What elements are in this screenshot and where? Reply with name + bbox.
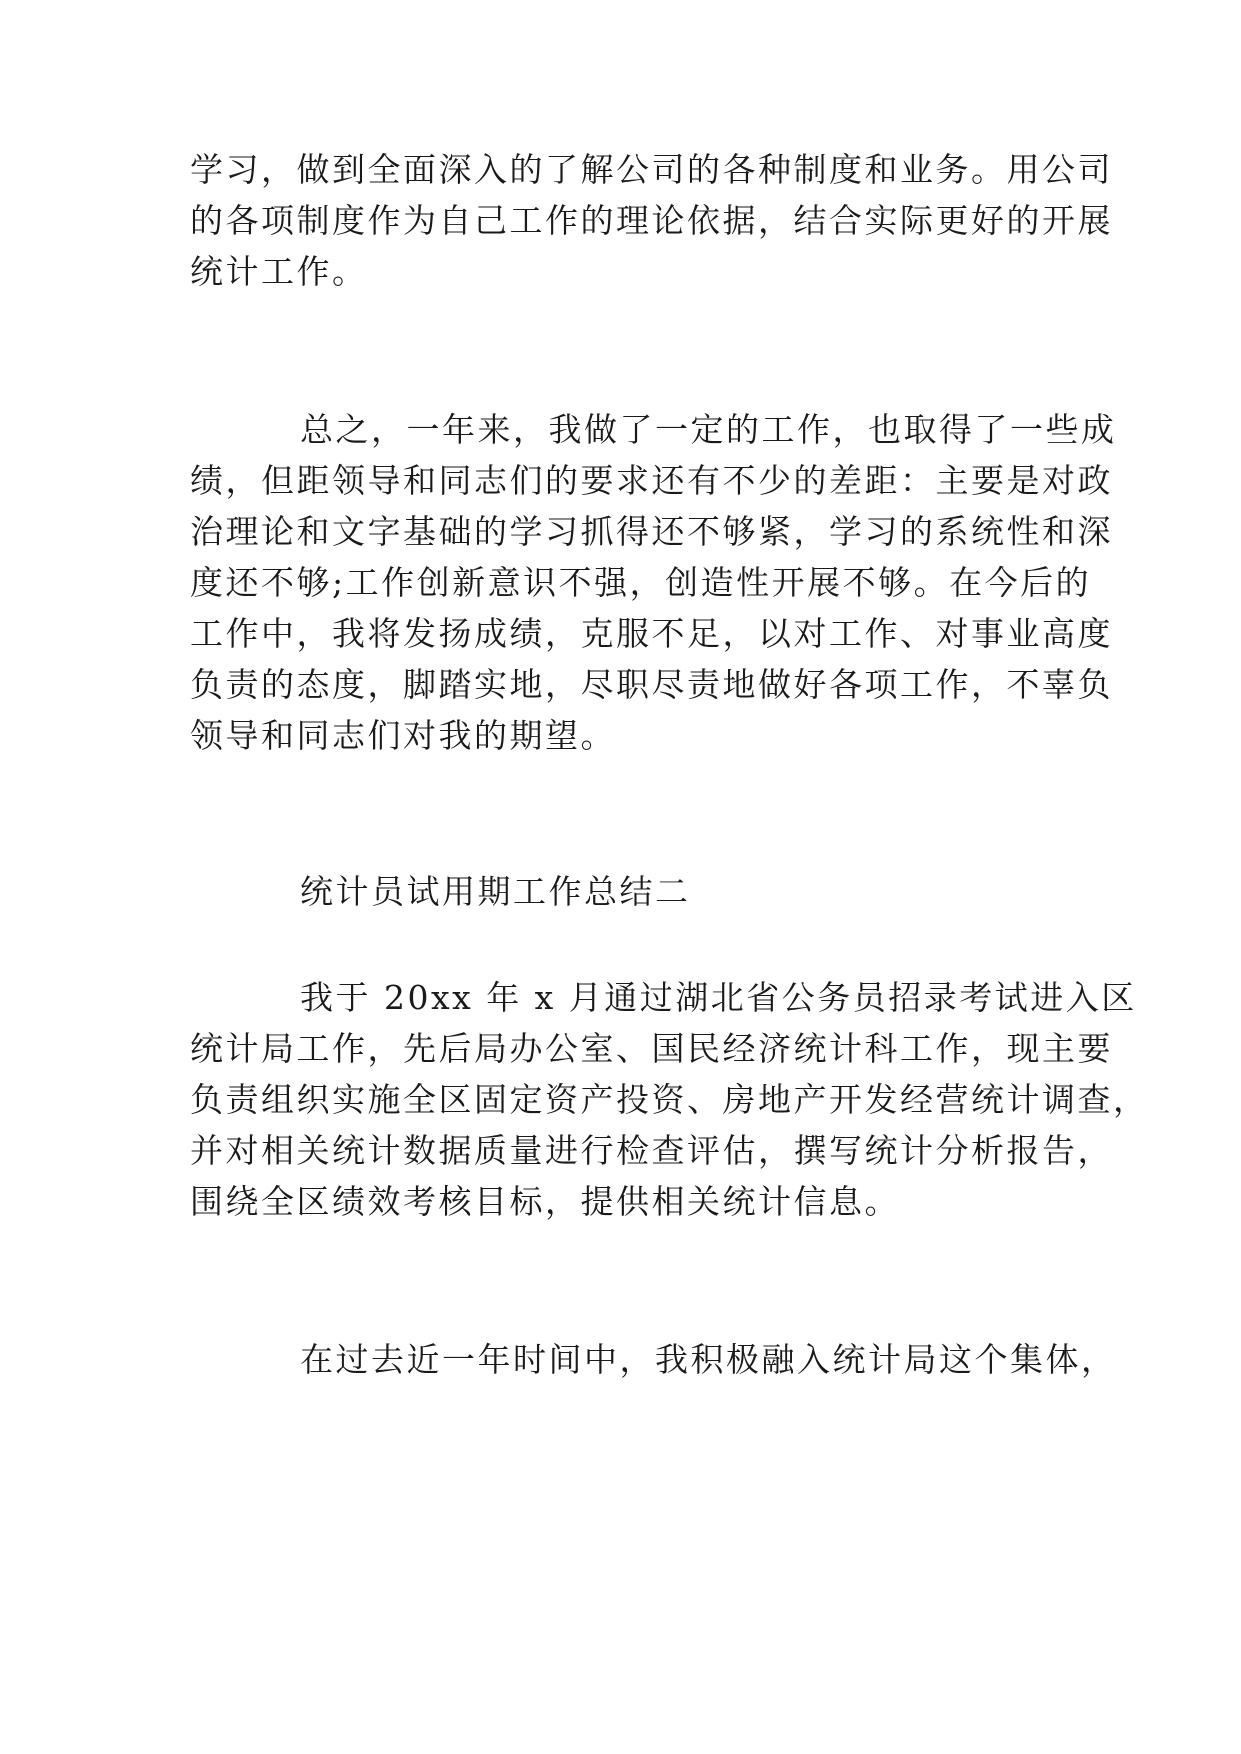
paragraph-2-line-5: 工作中，我将发扬成绩，克服不足，以对工作、对事业高度 [190,614,1113,653]
paragraph-2-line-6: 负责的态度，脚踏实地，尽职尽责地做好各项工作，不辜负 [190,665,1113,704]
paragraph-2-line-4: 度还不够;工作创新意识不强，创造性开展不够。在今后的 [190,563,1092,602]
paragraph-2-line-1: 总之，一年来，我做了一定的工作，也取得了一些成 [300,410,1117,449]
paragraph-2-line-7: 领导和同志们对我的期望。 [190,716,616,755]
paragraph-1-line-3: 统计工作。 [190,252,368,291]
paragraph-3-line-4: 并对相关统计数据质量进行检查评估，撰写统计分析报告， [190,1131,1113,1170]
paragraph-1-line-2: 的各项制度作为自己工作的理论依据，结合实际更好的开展 [190,201,1113,240]
paragraph-3-line-2: 统计局工作，先后局办公室、国民经济统计科工作，现主要 [190,1029,1113,1068]
paragraph-2-line-2: 绩，但距领导和同志们的要求还有不少的差距：主要是对政 [190,461,1113,500]
paragraph-4-line-1: 在过去近一年时间中，我积极融入统计局这个集体， [300,1340,1117,1379]
paragraph-1-line-1: 学习，做到全面深入的了解公司的各种制度和业务。用公司 [190,150,1113,189]
paragraph-2-line-3: 治理论和文字基础的学习抓得还不够紧，学习的系统性和深 [190,512,1113,551]
paragraph-3-line-5: 围绕全区绩效考核目标，提供相关统计信息。 [190,1182,900,1221]
section-heading: 统计员试用期工作总结二 [300,872,691,911]
paragraph-3-line-1: 我于 20xx 年 x 月通过湖北省公务员招录考试进入区 [300,978,1137,1017]
paragraph-3-line-3: 负责组织实施全区固定资产投资、房地产开发经营统计调查， [190,1080,1149,1119]
